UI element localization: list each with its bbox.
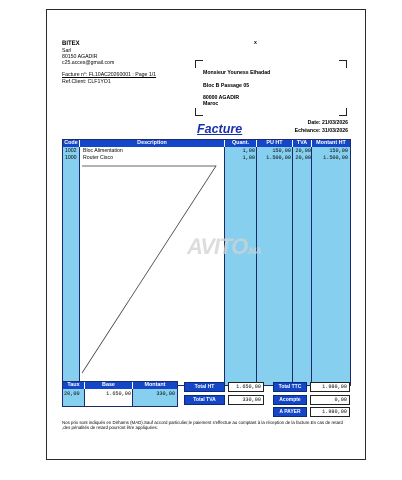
total-tva-label: Total TVA — [184, 395, 225, 405]
corner-mark-bottom-left — [195, 108, 203, 116]
due-date: Echéance: 31/03/2026 — [294, 128, 348, 134]
header-quantity: Quant. — [225, 140, 257, 147]
total-ht-label: Total HT — [184, 382, 225, 392]
recipient-country: Maroc — [203, 101, 219, 107]
corner-mark-bottom-right — [339, 108, 347, 116]
header-vat: TVA — [293, 140, 312, 147]
column-description — [80, 147, 225, 385]
row-2-description: Router Cisco — [83, 155, 113, 161]
recipient-street: Bloc B Passage 05 — [203, 83, 250, 89]
watermark-suffix: .MA — [247, 246, 261, 256]
company-email: c25.acces@gmail.com — [62, 60, 115, 66]
tax-header-amount: Montant — [133, 382, 177, 389]
total-ttc-value: 1.980,00 — [310, 382, 350, 392]
header-code: Code — [63, 140, 80, 147]
row-1-vat: 20,00 — [295, 148, 311, 154]
avito-watermark — [187, 234, 261, 260]
top-mark: x — [254, 40, 257, 46]
corner-mark-top-left — [195, 60, 203, 68]
row-1-amount: 150,00 — [329, 148, 348, 154]
column-quantity — [225, 147, 257, 385]
total-ht-value: 1.650,00 — [228, 382, 264, 392]
watermark-main: AVITO — [187, 234, 248, 259]
column-unit-price — [257, 147, 293, 385]
tax-rate-value: 20,00 — [64, 391, 80, 397]
column-code — [63, 147, 80, 385]
company-name: BITEX — [62, 41, 80, 47]
recipient-city: 80000 AGADIR — [203, 95, 240, 101]
invoice-page — [46, 9, 366, 460]
tax-amount-value: 330,00 — [156, 391, 175, 397]
acompte-value: 0,00 — [310, 395, 350, 405]
a-payer-label: A PAYER — [273, 407, 307, 417]
tax-summary-table — [62, 381, 178, 407]
column-vat — [293, 147, 312, 385]
company-city: 80150 AGADIR — [62, 54, 98, 60]
corner-mark-top-right — [339, 60, 347, 68]
strike-through-z-mark — [80, 147, 224, 385]
document-title: Facture — [197, 122, 243, 136]
tax-header-rate: Taux — [63, 382, 85, 389]
header-description: Description — [80, 140, 225, 147]
row-2-vat: 20,00 — [295, 155, 311, 161]
row-2-code: 1000 — [65, 155, 77, 161]
column-amount — [312, 147, 350, 385]
invoice-date: Date: 21/03/2026 — [307, 120, 348, 126]
payment-terms-note: Nos prix sont indiqués en Dirhams (MAD).Sauf accord particulier,le paiement s'effectue au comptant à la réception de la facture.En cas de retard ,des pénalités de retard pourront être appliquées. — [62, 420, 343, 431]
row-2-quantity: 1,00 — [242, 155, 255, 161]
recipient-name: Monsieur Youness Elhadad — [203, 70, 271, 76]
items-table — [62, 139, 351, 386]
row-2-unit-price: 1.500,00 — [266, 155, 291, 161]
total-ttc-label: Total TTC — [273, 382, 307, 392]
row-1-unit-price: 150,00 — [272, 148, 291, 154]
client-reference: Ref.Client: CLF1YO1 — [62, 79, 111, 85]
header-unit-price: PU HT — [257, 140, 293, 147]
row-1-description: Bloc Alimentation — [83, 148, 123, 154]
row-1-code: 1002 — [65, 148, 77, 154]
row-1-quantity: 1,00 — [242, 148, 255, 154]
acompte-label: Acompte — [273, 395, 307, 405]
company-type: Sarl — [62, 48, 72, 54]
header-amount: Montant HT — [312, 140, 350, 147]
tax-header-base: Base — [85, 382, 133, 389]
recipient-window — [195, 60, 347, 116]
invoice-reference: Facture n°: FL10AC20260001 : Page 1/1 — [62, 72, 157, 78]
tax-base-value: 1.650,00 — [106, 391, 131, 397]
a-payer-value: 1.980,00 — [310, 407, 350, 417]
total-tva-value: 330,00 — [228, 395, 264, 405]
row-2-amount: 1.500,00 — [323, 155, 348, 161]
